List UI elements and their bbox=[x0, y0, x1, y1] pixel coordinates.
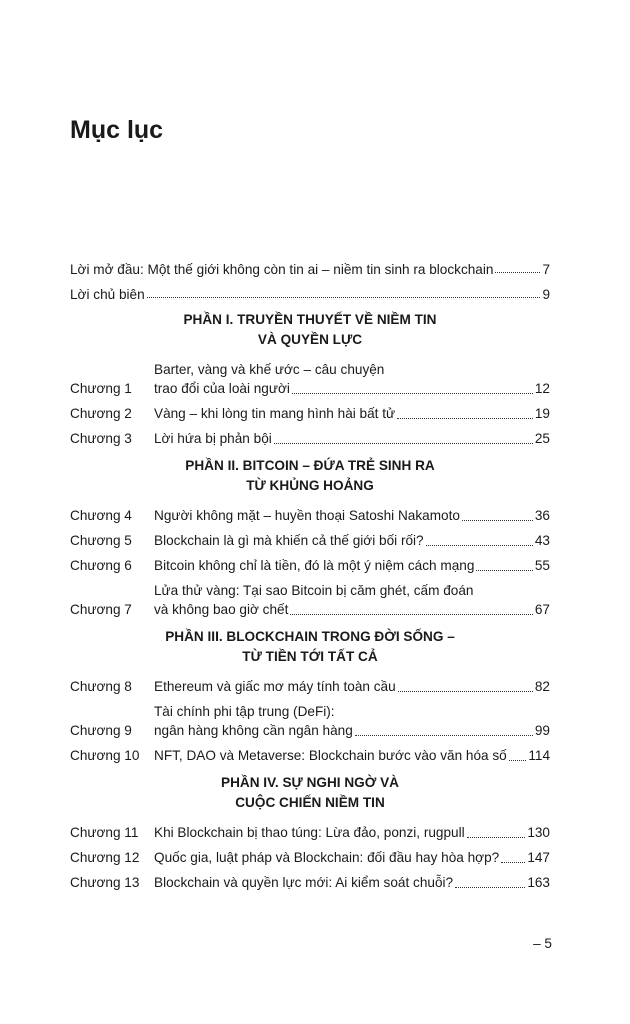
chapter-label: Chương 6 bbox=[70, 558, 132, 573]
dot-leader bbox=[501, 862, 525, 863]
chapter-label: Chương 3 bbox=[70, 431, 132, 446]
dot-leader bbox=[509, 760, 527, 761]
toc-chapter-8[interactable] bbox=[70, 677, 550, 696]
toc-chapter-9[interactable] bbox=[70, 702, 550, 740]
dot-leader bbox=[426, 545, 533, 546]
toc-chapter-13[interactable] bbox=[70, 873, 550, 892]
chapter-title: Khi Blockchain bị thao túng: Lừa đảo, ponzi, rugpull bbox=[154, 825, 465, 840]
chapter-label: Chương 7 bbox=[70, 602, 132, 617]
part-heading-line: PHẦN III. BLOCKCHAIN TRONG ĐỜI SỐNG – bbox=[165, 629, 455, 644]
toc-chapter-2[interactable] bbox=[70, 404, 550, 423]
toc-chapter-7[interactable] bbox=[70, 581, 550, 619]
chapter-label: Chương 2 bbox=[70, 406, 132, 421]
chapter-page: 82 bbox=[534, 679, 550, 694]
toc-chapter-4[interactable] bbox=[70, 506, 550, 525]
chapter-title-line: và không bao giờ chết bbox=[154, 602, 289, 617]
chapter-label: Chương 5 bbox=[70, 533, 132, 548]
chapter-page: 147 bbox=[527, 850, 550, 865]
part-heading-line: CUỘC CHIẾN NIỀM TIN bbox=[235, 795, 385, 810]
chapter-title-line: trao đổi của loài người bbox=[154, 381, 290, 396]
chapter-title: Bitcoin không chỉ là tiền, đó là một ý niệm cách mạng bbox=[154, 558, 475, 573]
chapter-page: 130 bbox=[527, 825, 550, 840]
toc-entry-intro[interactable] bbox=[70, 252, 550, 277]
part-heading-3 bbox=[70, 627, 550, 667]
chapter-page: 36 bbox=[534, 508, 550, 523]
chapter-label: Chương 12 bbox=[70, 850, 140, 865]
chapter-title: Blockchain là gì mà khiến cả thế giới bối rối? bbox=[154, 533, 424, 548]
dot-leader bbox=[467, 837, 526, 838]
dot-leader bbox=[398, 691, 533, 692]
part-heading-line: TỪ TIỀN TỚI TẤT CẢ bbox=[242, 649, 378, 664]
part-heading-line: PHẦN I. TRUYỀN THUYẾT VỀ NIỀM TIN bbox=[183, 312, 437, 327]
part-heading-line: PHẦN II. BITCOIN – ĐỨA TRẺ SINH RA bbox=[185, 458, 435, 473]
chapter-title: Blockchain và quyền lực mới: Ai kiểm soát chuỗi? bbox=[154, 875, 454, 890]
toc-chapter-6[interactable] bbox=[70, 556, 550, 575]
toc-chapter-5[interactable] bbox=[70, 531, 550, 550]
chapter-page: 67 bbox=[534, 602, 550, 617]
dot-leader bbox=[476, 570, 532, 571]
chapter-title: Ethereum và giấc mơ máy tính toàn cầu bbox=[154, 679, 396, 694]
chapter-page: 12 bbox=[534, 381, 550, 396]
dot-leader bbox=[292, 393, 533, 394]
chapter-label: Chương 13 bbox=[70, 875, 140, 890]
part-heading-4 bbox=[70, 773, 550, 813]
chapter-page: 19 bbox=[534, 406, 550, 421]
chapter-page: 163 bbox=[527, 875, 550, 890]
chapter-title-line: Lửa thử vàng: Tại sao Bitcoin bị căm ghét, cấm đoán bbox=[154, 583, 474, 598]
table-of-contents bbox=[70, 252, 550, 898]
chapter-title-line: Barter, vàng và khế ước – câu chuyện bbox=[154, 362, 385, 377]
chapter-page: 114 bbox=[528, 748, 550, 763]
toc-chapter-1[interactable] bbox=[70, 360, 550, 398]
dot-leader bbox=[355, 735, 533, 736]
chapter-title: Vàng – khi lòng tin mang hình hài bất tử bbox=[154, 406, 396, 421]
chapter-title-line: ngân hàng không cần ngân hàng bbox=[154, 723, 353, 738]
chapter-page: 43 bbox=[534, 533, 550, 548]
toc-chapter-10[interactable] bbox=[70, 746, 550, 765]
toc-entry-title: Lời mở đầu: Một thế giới không còn tin ai – niềm tin sinh ra blockchain bbox=[70, 262, 494, 277]
chapter-title: Lời hứa bị phản bội bbox=[154, 431, 272, 446]
page-title: Mục lục bbox=[70, 116, 164, 144]
toc-entry-editor-note[interactable] bbox=[70, 277, 550, 302]
part-heading-line: TỪ KHỦNG HOẢNG bbox=[246, 478, 374, 493]
chapter-page: 25 bbox=[534, 431, 550, 446]
dot-leader bbox=[147, 297, 541, 298]
part-heading-line: VÀ QUYỀN LỰC bbox=[257, 332, 363, 347]
dot-leader bbox=[397, 418, 533, 419]
dot-leader bbox=[495, 272, 540, 273]
chapter-title: NFT, DAO và Metaverse: Blockchain bước vào văn hóa số bbox=[154, 748, 507, 763]
part-heading-2 bbox=[70, 456, 550, 496]
dot-leader bbox=[455, 887, 525, 888]
chapter-page: 99 bbox=[534, 723, 550, 738]
toc-entry-title: Lời chủ biên bbox=[70, 287, 145, 302]
chapter-title-line: Tài chính phi tập trung (DeFi): bbox=[154, 704, 335, 719]
chapter-title: Người không mặt – huyền thoại Satoshi Nakamoto bbox=[154, 508, 460, 523]
chapter-label: Chương 11 bbox=[70, 825, 139, 840]
chapter-page: 55 bbox=[534, 558, 550, 573]
chapter-title: Quốc gia, luật pháp và Blockchain: đối đầu hay hòa hợp? bbox=[154, 850, 500, 865]
page-number: – 5 bbox=[533, 936, 552, 951]
toc-chapter-3[interactable] bbox=[70, 429, 550, 448]
toc-entry-page: 9 bbox=[542, 287, 550, 302]
chapter-label: Chương 4 bbox=[70, 508, 132, 523]
chapter-label: Chương 10 bbox=[70, 748, 140, 763]
toc-entry-page: 7 bbox=[542, 262, 550, 277]
chapter-label: Chương 9 bbox=[70, 723, 132, 738]
toc-chapter-11[interactable] bbox=[70, 823, 550, 842]
dot-leader bbox=[274, 443, 533, 444]
dot-leader bbox=[290, 614, 533, 615]
chapter-label: Chương 8 bbox=[70, 679, 132, 694]
part-heading-1 bbox=[70, 310, 550, 350]
chapter-label: Chương 1 bbox=[70, 381, 132, 396]
dot-leader bbox=[462, 520, 533, 521]
part-heading-line: PHẦN IV. SỰ NGHI NGỜ VÀ bbox=[221, 775, 399, 790]
toc-chapter-12[interactable] bbox=[70, 848, 550, 867]
